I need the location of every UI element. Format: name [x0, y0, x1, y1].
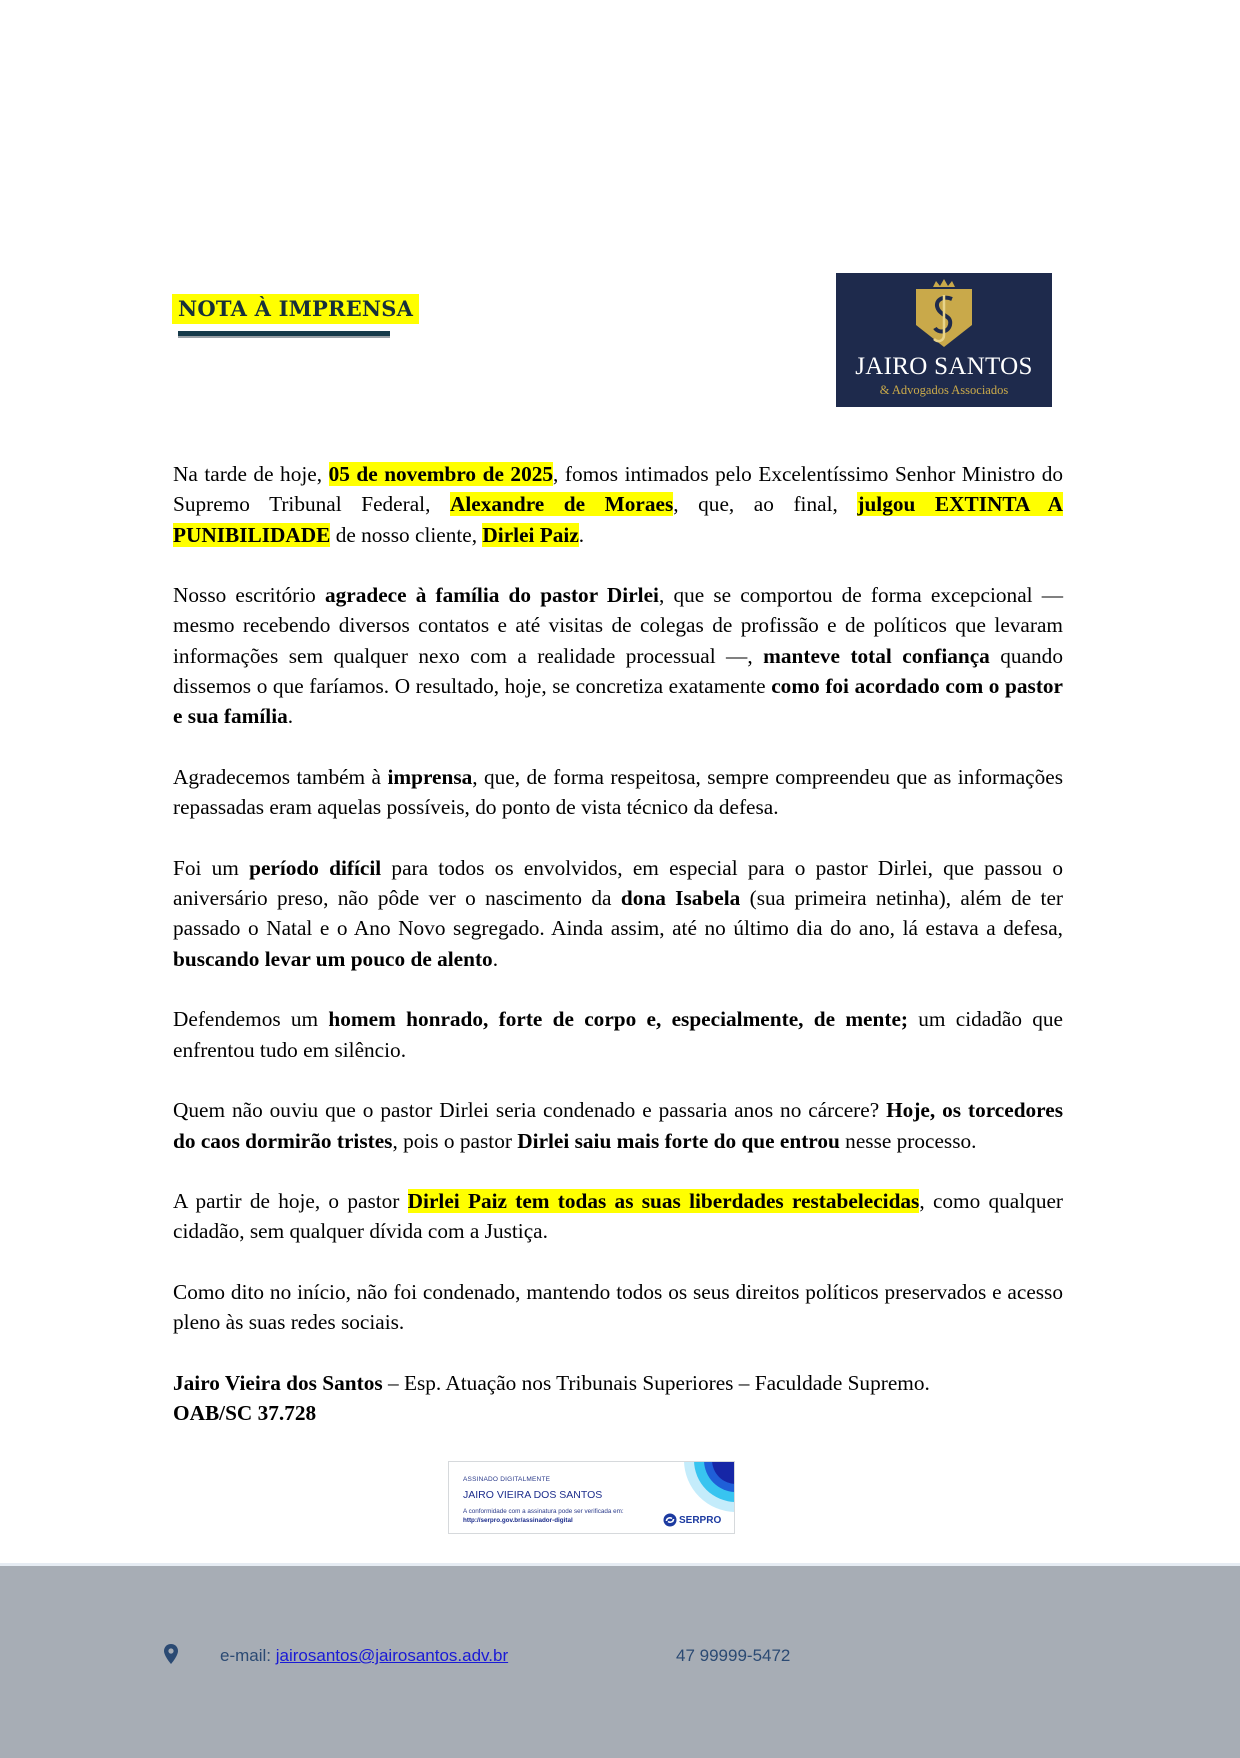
page-title: NOTA À IMPRENSA	[172, 294, 419, 324]
text-segment: , fomos intimados pelo Excelentíssimo Senhor Ministro do Supremo Tribunal Federal,	[173, 462, 1063, 517]
bold-text: homem honrado, forte de corpo e, especialmente, de mente;	[328, 1007, 908, 1032]
highlighted-text: 05 de novembro de 2025	[328, 462, 554, 486]
text-segment: .	[578, 522, 585, 547]
text-segment: Foi um	[173, 855, 250, 880]
paragraph	[173, 1277, 1063, 1338]
text-segment: quando dissemos o que faríamos. O resultado, hoje, se concretiza exatamente	[173, 643, 1063, 699]
bold-text: buscando levar um pouco de alento	[173, 946, 493, 971]
footer	[0, 1563, 1240, 1758]
email-label: e-mail:	[220, 1646, 276, 1665]
email-link[interactable]: jairosantos@jairosantos.adv.br	[275, 1646, 509, 1665]
bold-text: período difícil	[249, 855, 382, 880]
stamp-signer: JAIRO VIEIRA DOS SANTOS	[463, 1489, 603, 1501]
location-pin-icon	[164, 1644, 178, 1664]
firm-logo	[836, 273, 1052, 407]
signature-line	[173, 1368, 1063, 1398]
footer-email	[220, 1646, 508, 1666]
text-segment: Quem não ouviu que o pastor Dirlei seria condenado e passaria anos no cárcere?	[173, 1098, 887, 1123]
logo-firm-name: JAIRO SANTOS	[855, 353, 1033, 380]
signature-block	[173, 1368, 1063, 1429]
bold-text: Dirlei saiu mais forte do que entrou	[517, 1128, 840, 1153]
text-segment: de nosso cliente,	[330, 522, 483, 547]
paragraph	[173, 762, 1063, 823]
highlighted-text: Alexandre de Moraes	[449, 492, 674, 517]
paragraph	[173, 459, 1063, 550]
bold-text: como foi acordado com o pastor e sua família	[173, 674, 1064, 729]
stamp-verify-text: A conformidade com a assinatura pode ser verificada em:	[463, 1508, 624, 1515]
press-release-body	[173, 459, 1063, 1429]
highlighted-text: julgou EXTINTA A PUNIBILIDADE	[173, 492, 1063, 547]
paragraph	[173, 580, 1063, 731]
text-segment: , pois o pastor	[392, 1128, 518, 1153]
text-segment: (sua primeira netinha), além de ter passado o Natal e o Ano Novo segregado. Ainda assim, até no último dia do ano, lá estava a defesa,	[173, 886, 1063, 941]
text-segment: , como qualquer cidadão, sem qualquer dívida com a Justiça.	[173, 1189, 1064, 1244]
signer-name: Jairo Vieira dos Santos	[173, 1370, 383, 1395]
logo-firm-subtitle: & Advogados Associados	[879, 383, 1009, 397]
oab-number-line	[173, 1398, 1063, 1428]
text-segment: , que se comportou de forma excepcional — mesmo recebendo diversos contatos e até visitas de colegas de profissão e de políticos que levaram informações sem qualquer nexo com a realidade processual —,	[173, 583, 1064, 668]
paragraph	[173, 1095, 1063, 1156]
oab-number: OAB/SC 37.728	[173, 1401, 317, 1426]
text-segment: Defendemos um	[173, 1007, 329, 1032]
bold-text: imprensa	[387, 764, 473, 789]
stamp-verify-url[interactable]: http://serpro.gov.br/assinador-digital	[463, 1517, 573, 1524]
text-segment: , que, ao final,	[673, 492, 858, 517]
serpro-logo	[663, 1513, 721, 1527]
signer-credentials: – Esp. Atuação nos Tribunais Superiores – Faculdade Supremo.	[382, 1370, 930, 1395]
highlighted-text: Dirlei Paiz tem todas as suas liberdades restabelecidas	[407, 1189, 920, 1214]
paragraph	[173, 1004, 1063, 1065]
text-segment: para todos os envolvidos, em especial para o pastor Dirlei, que passou o aniversário preso, não pôde ver o nascimento da	[173, 855, 1063, 911]
bold-text: Hoje, os torcedores do caos dormirão tristes	[173, 1098, 1063, 1153]
bold-text: manteve total confiança	[763, 643, 990, 668]
text-segment: .	[492, 946, 499, 971]
press-note-header	[172, 294, 419, 324]
text-segment: , que, de forma respeitosa, sempre compreendeu que as informações repassadas eram aquelas possíveis, do ponto de vista técnico da defesa.	[173, 764, 1063, 820]
text-segment: .	[287, 704, 294, 729]
digital-signature-stamp	[448, 1461, 735, 1534]
paragraph	[173, 1186, 1063, 1247]
text-segment: Na tarde de hoje,	[173, 462, 329, 486]
text-segment: Agradecemos também à	[173, 764, 388, 789]
bold-text: dona Isabela	[620, 886, 741, 911]
serpro-brand: SERPRO	[679, 1514, 722, 1526]
serpro-swirl-icon	[663, 1513, 677, 1527]
highlighted-text: Dirlei Paiz	[482, 522, 579, 547]
paragraph	[173, 853, 1063, 974]
text-segment: nesse processo.	[839, 1128, 977, 1153]
footer-phone: 47 99999-5472	[676, 1646, 791, 1665]
bold-text: agradece à família do pastor Dirlei	[324, 583, 659, 608]
title-underline	[178, 331, 390, 336]
text-segment: Como dito no início, não foi condenado, mantendo todos os seus direitos políticos preservados e acesso pleno às suas redes sociais.	[173, 1280, 1063, 1335]
stamp-label: ASSINADO DIGITALMENTE	[463, 1476, 551, 1483]
text-segment: A partir de hoje, o pastor	[173, 1189, 408, 1214]
text-segment: um cidadão que enfrentou tudo em silêncio.	[173, 1007, 1064, 1062]
text-segment: Nosso escritório	[173, 583, 325, 608]
